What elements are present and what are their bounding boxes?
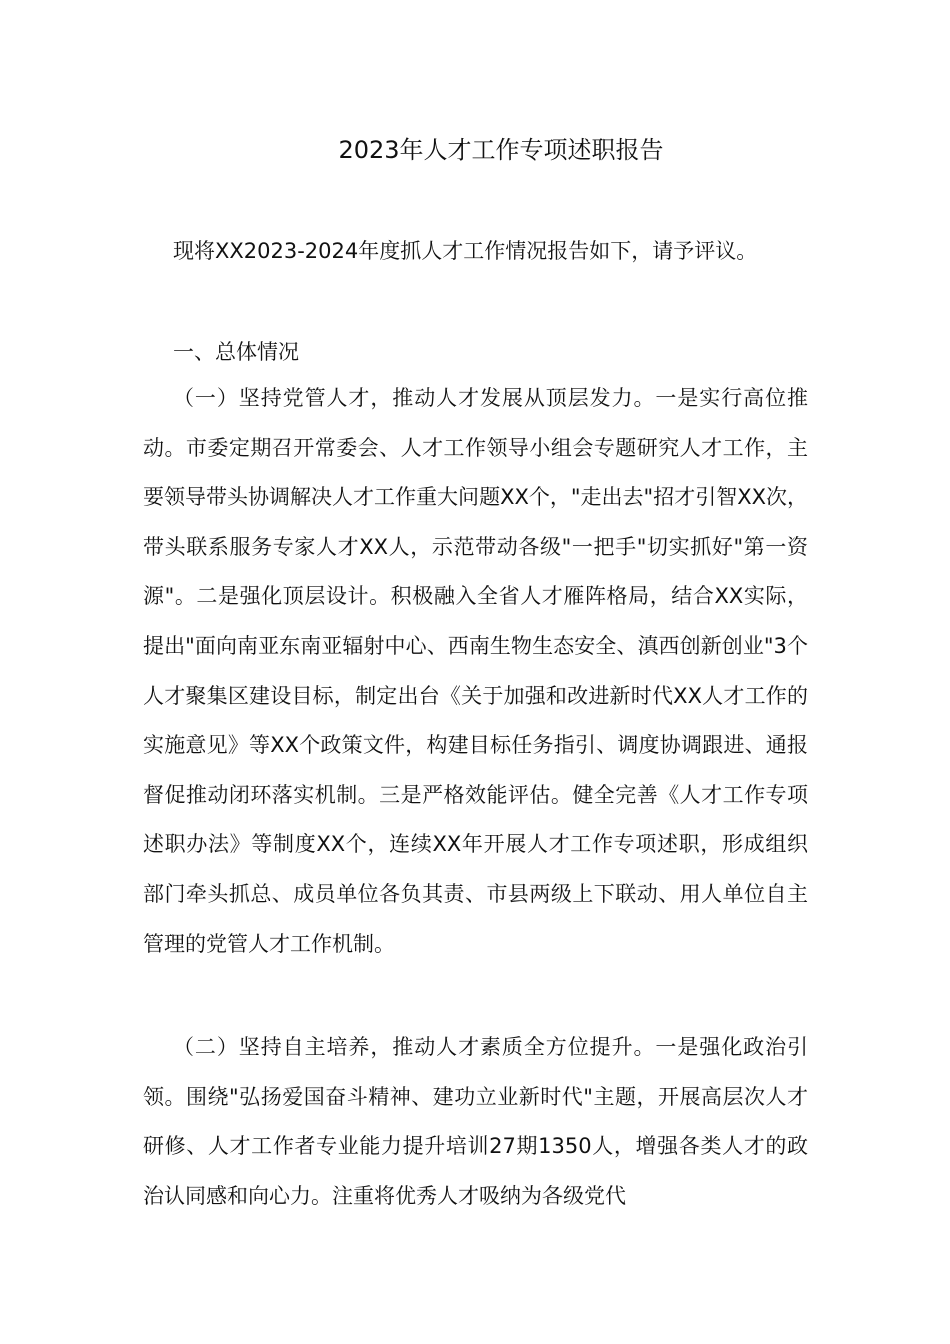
- body-paragraph: （一）坚持党管人才，推动人才发展从顶层发力。一是实行高位推动。市委定期召开常委会、人才工作领导小组会专题研究人才工作，主要领导带头协调解决人才工作重大问题XX个，"走出去"招才引智XX次，带头联系服务专家人才XX人，示范带动各级"一把手"切实抓好"第一资源"。二是强化顶层设计。积极融入全省人才雁阵格局，结合XX实际，提出"面向南亚东南亚辐射中心、西南生物生态安全、滇西创新创业"3个人才聚集区建设目标，制定出台《关于加强和改进新时代XX人才工作的实施意见》等XX个政策文件，构建目标任务指引、调度协调跟进、通报督促推动闭环落实机制。三是严格效能评估。健全完善《人才工作专项述职办法》等制度XX个，连续XX年开展人才工作专项述职，形成组织部门牵头抓总、成员单位各负其责、市县两级上下联动、用人单位自主管理的党管人才工作机制。: [143, 386, 808, 956]
- document-title: 2023年人才工作专项述职报告: [338, 136, 664, 164]
- section-heading: 一、总体情况: [173, 340, 299, 364]
- intro-paragraph: 现将XX2023-2024年度抓人才工作情况报告如下，请予评议。: [173, 239, 758, 263]
- body-paragraph: （二）坚持自主培养，推动人才素质全方位提升。一是强化政治引领。围绕"弘扬爱国奋斗精神、建功立业新时代"主题，开展高层次人才研修、人才工作者专业能力提升培训27期1350人，增强各类人才的政治认同感和向心力。注重将优秀人才吸纳为各级党代: [143, 1035, 808, 1208]
